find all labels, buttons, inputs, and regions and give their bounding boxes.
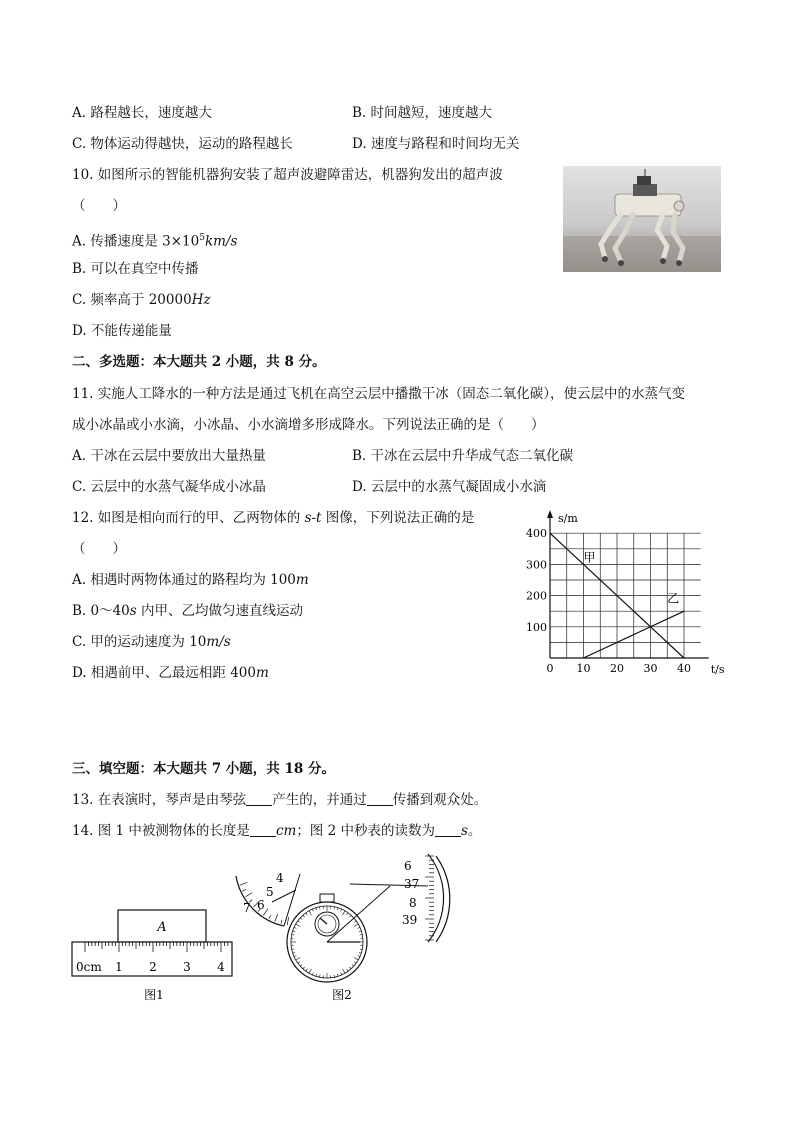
q14-blank-2[interactable] bbox=[435, 822, 461, 837]
q13-part1: 13. 在表演时，琴声是由琴弦 bbox=[72, 792, 247, 808]
q10-option-c-text: C. 频率高于 20000 bbox=[72, 292, 192, 308]
q11-option-d: D. 云层中的水蒸气凝固成小水滴 bbox=[352, 479, 547, 495]
q11-option-c: C. 云层中的水蒸气凝华成小冰晶 bbox=[72, 479, 266, 495]
second-ticks bbox=[425, 856, 434, 940]
q12-option-d bbox=[72, 664, 269, 682]
q9-option-b: B. 时间越短，速度越大 bbox=[352, 105, 493, 121]
minute-tick bbox=[240, 882, 248, 885]
q13-part2: 产生的，并通过 bbox=[272, 792, 367, 808]
q13-part3: 传播到观众处。 bbox=[392, 792, 488, 808]
q11-stem-line2: 成小冰晶或小水滴，小冰晶、小水滴增多形成降水。下列说法正确的是（ ） bbox=[72, 417, 545, 433]
q10-option-a bbox=[72, 229, 237, 251]
figure-2-caption: 图2 bbox=[332, 988, 352, 1002]
y-tick-label: 100 bbox=[526, 620, 547, 634]
second-scale-39: 39 bbox=[402, 913, 418, 927]
y-tick-label: 400 bbox=[526, 527, 547, 541]
y-axis-label: s/m bbox=[558, 512, 578, 525]
q14 bbox=[72, 822, 481, 840]
section-2-desc: 本大题共 2 小题，共 8 分。 bbox=[153, 354, 326, 370]
minute-tick bbox=[287, 917, 288, 925]
q10-option-c-unit: Hz bbox=[191, 292, 211, 308]
q10-paren: （ ） bbox=[72, 198, 126, 214]
x-tick-label: 40 bbox=[677, 662, 691, 675]
q11-stem-line1: 11. 实施人工降水的一种方法是通过飞机在高空云层中播撒干冰（固态二氧化碳），使云层中的水蒸气变 bbox=[72, 386, 686, 402]
minute-scale-4: 4 bbox=[276, 871, 284, 885]
q12-stem-var: s-t bbox=[304, 510, 322, 526]
y-tick-label: 200 bbox=[526, 589, 547, 603]
second-scale-37: 37 bbox=[404, 877, 420, 891]
x-tick-label: 20 bbox=[610, 662, 624, 675]
minute-scale-6: 6 bbox=[257, 898, 265, 912]
st-axis-labels bbox=[558, 512, 725, 676]
series-label-jia: 甲 bbox=[583, 550, 596, 565]
q12-option-c bbox=[72, 633, 231, 651]
q12-option-b-post: 内甲、乙均做匀速直线运动 bbox=[136, 603, 304, 619]
q11-option-b: B. 干冰在云层中升华成气态二氧化碳 bbox=[352, 448, 574, 464]
second-scale-6: 6 bbox=[404, 859, 412, 873]
q12-option-c-unit: m/s bbox=[206, 634, 231, 650]
ruler-label-0: 0cm bbox=[76, 960, 102, 974]
q12-option-b-unit: s bbox=[129, 603, 137, 619]
q10-option-a-exp: 5 bbox=[199, 233, 205, 243]
block-label: A bbox=[157, 920, 167, 935]
ruler-label-3: 3 bbox=[183, 960, 191, 974]
figure-2-stopwatch bbox=[232, 846, 452, 1006]
q12-option-c-text: C. 甲的运动速度为 10 bbox=[72, 634, 207, 650]
y-axis-arrow bbox=[547, 510, 553, 518]
robot-dog-photo bbox=[563, 166, 721, 272]
q14-part1: 14. 图 1 中被测物体的长度是 bbox=[72, 823, 250, 839]
q12-stem bbox=[72, 509, 474, 527]
figure-1-caption: 图1 bbox=[144, 988, 164, 1002]
q12-option-d-text: D. 相遇前甲、乙最远相距 400 bbox=[72, 665, 256, 681]
q12-option-a-unit: m bbox=[295, 572, 309, 588]
q12-option-a bbox=[72, 571, 309, 589]
second-scale-8: 8 bbox=[409, 896, 417, 910]
ruler-label-4: 4 bbox=[217, 960, 225, 974]
x-axis-label: t/s bbox=[710, 663, 725, 676]
q14-part3: 。 bbox=[467, 823, 482, 839]
section-3-desc: 本大题共 7 小题，共 18 分。 bbox=[153, 761, 335, 777]
q12-paren: （ ） bbox=[72, 541, 126, 557]
q10-option-b: B. 可以在真空中传播 bbox=[72, 261, 199, 277]
q10-option-c bbox=[72, 291, 211, 309]
minute-scale-5: 5 bbox=[266, 885, 274, 899]
section-2-heading bbox=[72, 353, 326, 371]
q10-stem: 10. 如图所示的智能机器狗安装了超声波避障雷达，机器狗发出的超声波 bbox=[72, 167, 503, 183]
stopwatch-button bbox=[320, 894, 334, 902]
st-axes bbox=[547, 510, 709, 658]
q12-option-d-unit: m bbox=[255, 665, 269, 681]
q13 bbox=[72, 791, 487, 809]
q12-stem-pre: 12. 如图是相向而行的甲、乙两物体的 bbox=[72, 510, 305, 526]
q14-unit-1: cm bbox=[275, 823, 297, 839]
q14-blank-1[interactable] bbox=[250, 822, 276, 837]
figure-1-ruler bbox=[66, 900, 238, 1006]
q10-option-a-text: A. 传播速度是 3×10 bbox=[72, 233, 200, 250]
q12-option-a-text: A. 相遇时两物体通过的路程均为 100 bbox=[72, 572, 296, 588]
y-tick-label: 300 bbox=[526, 558, 547, 572]
x-tick-label: 30 bbox=[643, 662, 658, 675]
q9-option-c: C. 物体运动得越快，运动的路程越长 bbox=[72, 136, 293, 152]
q12-option-b bbox=[72, 602, 303, 620]
minute-tick bbox=[245, 893, 252, 897]
q14-unit-2: s bbox=[460, 823, 468, 839]
q12-option-b-text: B. 0～40 bbox=[72, 603, 130, 619]
st-tick-labels bbox=[526, 527, 691, 675]
minute-tick bbox=[281, 920, 282, 924]
minute-tick bbox=[269, 915, 271, 919]
ruler-label-2: 2 bbox=[149, 960, 157, 974]
q13-blank-2[interactable] bbox=[367, 791, 393, 806]
st-graph bbox=[508, 508, 728, 680]
ruler-label-1: 1 bbox=[115, 960, 123, 974]
x-tick-label: 0 bbox=[546, 662, 554, 675]
minute-tick bbox=[275, 914, 278, 921]
minute-scale-7: 7 bbox=[243, 901, 251, 915]
q11-option-a: A. 干冰在云层中要放出大量热量 bbox=[72, 448, 266, 464]
section-3-heading bbox=[72, 760, 335, 778]
minute-tick bbox=[242, 889, 246, 891]
series-label-yi: 乙 bbox=[667, 591, 680, 606]
x-tick-label: 10 bbox=[576, 662, 591, 675]
q14-part2: ；图 2 中秒表的读数为 bbox=[296, 823, 435, 839]
q12-stem-post: 图像，下列说法正确的是 bbox=[321, 510, 475, 526]
section-2-title: 二、多选题： bbox=[72, 354, 153, 370]
section-3-title: 三、填空题： bbox=[72, 761, 153, 777]
q10-option-d: D. 不能传递能量 bbox=[72, 323, 172, 339]
q13-blank-1[interactable] bbox=[246, 791, 272, 806]
q9-option-d: D. 速度与路程和时间均无关 bbox=[352, 136, 520, 152]
q10-option-a-unit: km/s bbox=[204, 233, 238, 250]
q9-option-a: A. 路程越长，速度越大 bbox=[72, 105, 212, 121]
